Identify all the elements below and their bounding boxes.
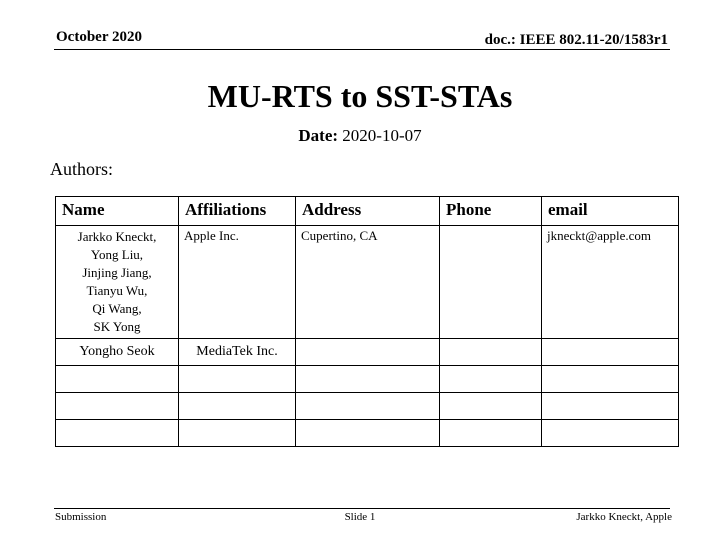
phone-cell <box>440 339 542 366</box>
empty-cell <box>179 420 296 447</box>
table-row <box>56 339 679 366</box>
empty-cell <box>296 366 440 393</box>
empty-cell <box>56 393 179 420</box>
author-name: SK Yong <box>93 319 141 334</box>
date-line <box>0 126 720 146</box>
header-doc-id: doc.: IEEE 802.11-20/1583r1 <box>484 32 668 48</box>
empty-cell <box>440 366 542 393</box>
footer-slide-number: Slide 1 <box>344 511 376 523</box>
phone-cell <box>440 226 542 339</box>
table-row <box>56 366 679 393</box>
slide-title: MU-RTS to SST-STAs <box>207 78 513 114</box>
empty-cell <box>296 393 440 420</box>
empty-cell <box>542 393 679 420</box>
table-row <box>56 393 679 420</box>
column-header-phone: Phone <box>440 197 542 226</box>
date-value: 2020-10-07 <box>342 126 422 145</box>
column-header-affiliations: Affiliations <box>179 197 296 226</box>
empty-cell <box>296 420 440 447</box>
footer-author: Jarkko Kneckt, Apple <box>576 511 672 523</box>
email-cell: jkneckt@apple.com <box>542 226 679 339</box>
empty-cell <box>542 366 679 393</box>
author-name: Jinjing Jiang, <box>82 265 152 280</box>
table-row <box>56 226 679 339</box>
date-label: Date: <box>298 126 339 145</box>
header-divider <box>54 49 670 50</box>
author-names-cell <box>56 226 179 339</box>
author-name: Jarkko Kneckt, <box>77 229 157 244</box>
email-cell <box>542 339 679 366</box>
empty-cell <box>440 420 542 447</box>
empty-cell <box>542 420 679 447</box>
affiliation-cell: Apple Inc. <box>179 226 296 339</box>
empty-cell <box>179 366 296 393</box>
table-row <box>56 420 679 447</box>
authors-table <box>55 196 679 447</box>
author-name: Yong Liu, <box>90 247 144 262</box>
empty-cell <box>440 393 542 420</box>
authors-label: Authors: <box>50 159 113 179</box>
column-header-email: email <box>542 197 679 226</box>
author-name: Qi Wang, <box>92 301 142 316</box>
column-header-name: Name <box>56 197 179 226</box>
empty-cell <box>56 366 179 393</box>
empty-cell <box>56 420 179 447</box>
address-cell <box>296 339 440 366</box>
footer-divider <box>54 508 670 509</box>
table-header-row <box>56 197 679 226</box>
address-cell: Cupertino, CA <box>296 226 440 339</box>
empty-cell <box>179 393 296 420</box>
affiliation-cell: MediaTek Inc. <box>179 339 296 366</box>
author-name-cell: Yongho Seok <box>56 339 179 366</box>
column-header-address: Address <box>296 197 440 226</box>
header-date: October 2020 <box>56 29 142 45</box>
author-name: Tianyu Wu, <box>86 283 148 298</box>
footer-submission: Submission <box>55 511 107 523</box>
